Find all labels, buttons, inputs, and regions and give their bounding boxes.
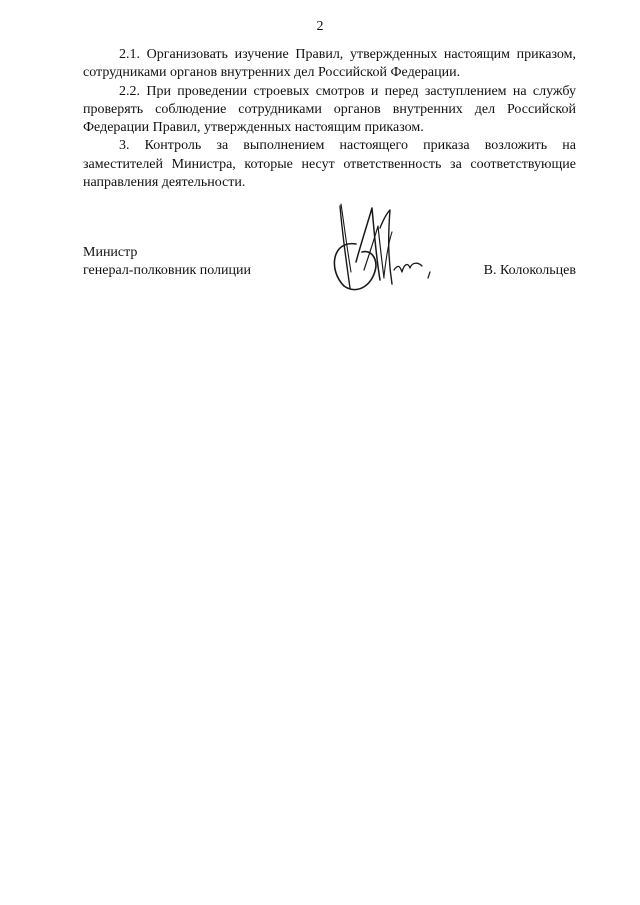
signatory-title: Министр xyxy=(83,245,138,260)
paragraph-3: 3. Контроль за выполнением настоящего приказа возложить на заместителей Министра, которые несут ответственность за соответствующие направления деятельности. xyxy=(83,138,576,191)
document-body xyxy=(83,46,576,192)
page-number: 2 xyxy=(316,19,324,34)
paragraph-2-1: 2.1. Организовать изучение Правил, утвержденных настоящим приказом, сотрудниками органов внутренних дел Российской Федерации. xyxy=(83,47,576,81)
paragraph-2-2: 2.2. При проведении строевых смотров и перед заступлением на службу проверять соблюдение сотрудниками органов внутренних дел Российской Федерации Правил, утвержденных настоящим приказом. xyxy=(83,83,576,136)
signatory-rank: генерал-полковник полиции xyxy=(83,263,252,278)
handwritten-signature xyxy=(326,200,442,296)
signatory-name: В. Колокольцев xyxy=(483,263,576,278)
